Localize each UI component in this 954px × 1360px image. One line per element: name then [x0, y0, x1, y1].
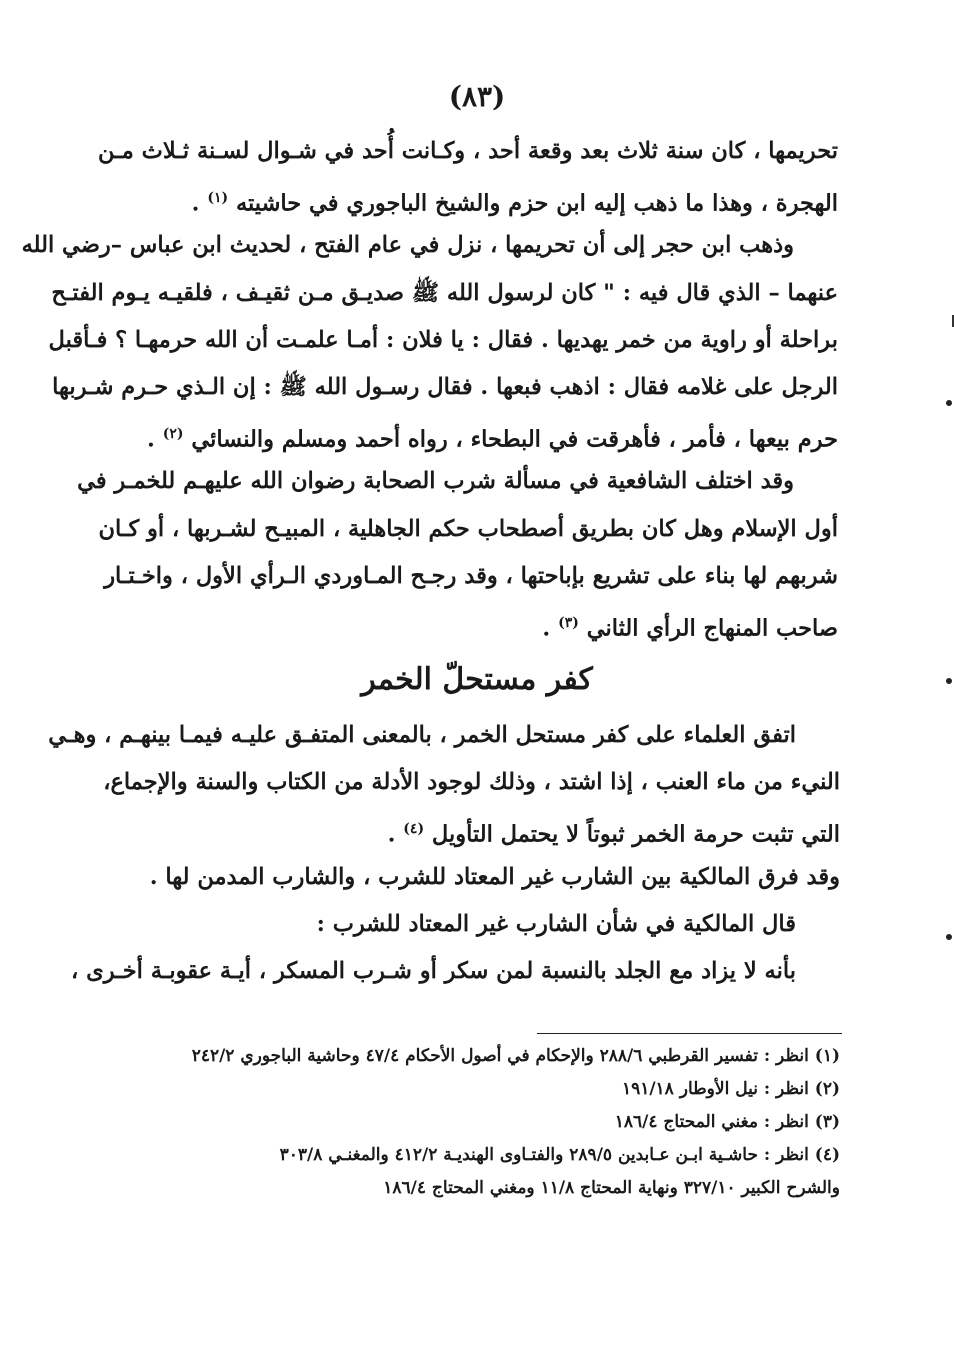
- footnote-ref: (١): [207, 190, 229, 207]
- main-text-section-1: [21, 128, 838, 647]
- footnotes: [128, 1040, 840, 1205]
- footnote: (٢) انظر : نيل الأوطار ١٩١/١٨: [621, 1079, 840, 1099]
- text-line: وقد فرق المالكية بين الشارب غير المعتاد للشرب ، والشارب المدمن لها .: [149, 863, 840, 890]
- text-line: وقد اختلف الشافعية في مسألة شرب الصحابة رضوان الله عليهـم للخمـر في: [77, 468, 794, 495]
- footnote-divider: [537, 1033, 842, 1034]
- text-line: قال المالكية في شأن الشارب غير المعتاد للشرب :: [316, 910, 796, 937]
- footnote-ref: (٣): [558, 614, 579, 631]
- text-line: عنهما – الذي قال فيه : " كان لرسول الله ﷺ صديـق مـن ثقيـف ، فلقيـه يـوم الفتـح: [51, 279, 838, 306]
- text-line: صاحب المنهاج الرأي الثاني $^{(٣)}$ .: [542, 614, 838, 642]
- footnote-ref: (٤): [403, 821, 425, 838]
- text-line: وذهب ابن حجر إلى أن تحريمها ، نزل في عام الفتح ، لحديث ابن عباس –رضي الله: [21, 232, 794, 259]
- scan-margin-mark: [946, 400, 952, 406]
- text-line: أول الإسلام وهل كان بطريق أصطحاب حكم الجاهلية ، المبيـح لشـربها ، أو كـان: [98, 515, 838, 542]
- main-text-section-2: [48, 712, 840, 995]
- text-line: النيء من ماء العنب ، إذا اشتد ، وذلك لوجود الأدلة من الكتاب والسنة والإجماع،: [103, 769, 840, 796]
- text-line: بأنه لا يزاد مع الجلد بالنسبة لمن سكر أو شـرب المسكر ، أيـة عقوبـة أخـرى ،: [70, 957, 796, 984]
- page-number: (٨٣): [448, 80, 506, 113]
- text-line: التي تثبت حرمة الخمر ثبوتاً لا يحتمل التأويل $^{(٤)}$ .: [387, 821, 840, 848]
- footnote: (٣) انظر : مغني المحتاج ١٨٦/٤: [614, 1112, 840, 1132]
- footnote-ref: (٢): [162, 426, 184, 443]
- footnote: (١) انظر : تفسير القرطبي ٢٨٨/٦ والإحكام في أصول الأحكام ٤٧/٤ وحاشية الباجوري ٢٤٢/٢: [191, 1046, 840, 1066]
- text-line: شربهم لها بناء على تشريع بإباحتها ، وقد رجـح المـاوردي الـرأي الأول ، واخـتـار: [104, 562, 838, 589]
- footnote: والشرح الكبير ٣٢٧/١٠ ونهاية المحتاج ١١/٨ ومغني المحتاج ١٨٦/٤: [383, 1178, 840, 1198]
- scan-margin-mark: [946, 678, 952, 684]
- text-line: الهجرة ، وهذا ما ذهب إليه ابن حزم والشيخ الباجوري في حاشيته $^{(١)}$ .: [191, 190, 838, 217]
- text-line: براحلة أو راوية من خمر يهديها . فقال : يا فلان : أمـا علمـت أن الله حرمهـا ؟ فـأقبل: [48, 326, 838, 353]
- text-line: اتفق العلماء على كفر مستحل الخمر ، بالمعنى المتفـق عليـه فيمـا بينهـم ، وهـي: [48, 722, 796, 748]
- text-line: تحريمها ، كان سنة ثلاث بعد وقعة أحد ، وكـانت أُحد في شـوال لسـنة ثـلاث مـن: [98, 138, 838, 164]
- scan-margin-mark: [946, 934, 952, 940]
- footnote: (٤) انظر : حاشـية ابـن عـابدين ٢٨٩/٥ والفتـاوى الهنديـة ٤١٢/٢ والمغنـي ٣٠٣/٨: [279, 1145, 840, 1165]
- text-line: حرم بيعها ، فأمر ، فأهرقت في البطحاء ، رواه أحمد ومسلم والنسائي $^{(٢)}$ .: [147, 426, 838, 453]
- section-heading: كفر مستحلّ الخمر: [361, 662, 593, 697]
- text-line: الرجل على غلامه فقال : اذهب فبعها . فقال رسـول الله ﷺ : إن الـذي حـرم شـربها: [52, 373, 838, 400]
